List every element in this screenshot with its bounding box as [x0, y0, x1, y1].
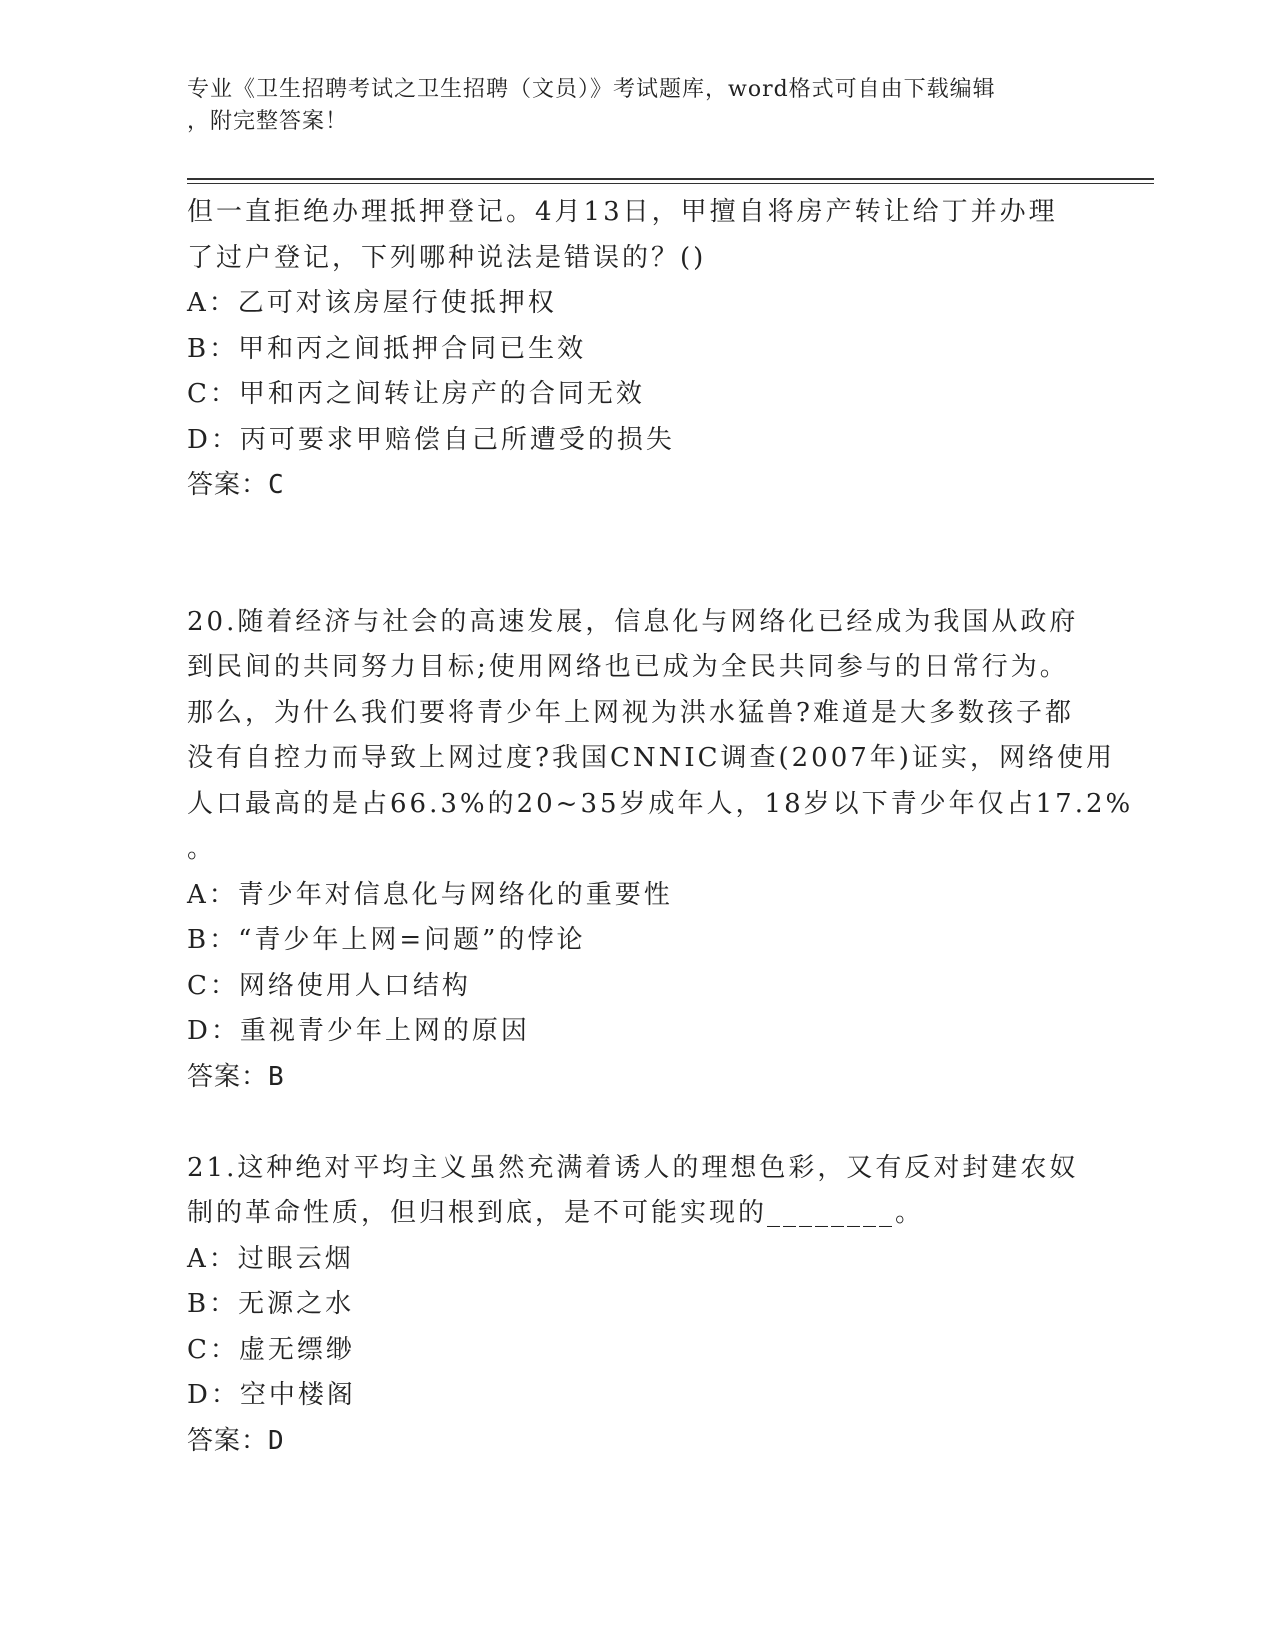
question-20	[187, 600, 1134, 1101]
option-a: A：乙可对该房屋行使抵押权	[187, 288, 557, 318]
document-header	[187, 74, 1067, 138]
option-c: C：网络使用人口结构	[187, 970, 471, 1001]
spacer	[187, 1100, 1087, 1146]
option-b: B：无源之水	[187, 1289, 355, 1319]
option-b: B：甲和丙之间抵押合同已生效	[187, 333, 587, 364]
spacer	[187, 509, 1087, 555]
question-19	[187, 190, 1087, 509]
question-stem-line: 了过户登记，下列哪种说法是错误的？()	[187, 242, 707, 273]
answer-label: 答案：C	[187, 470, 285, 500]
option-a: A：青少年对信息化与网络化的重要性	[187, 879, 673, 910]
header-divider	[187, 178, 1154, 184]
header-line-1: 专业《卫生招聘考试之卫生招聘（文员）》考试题库，word格式可自由下载编辑	[187, 77, 996, 102]
question-stem-line: 21.这种绝对平均主义虽然充满着诱人的理想色彩，又有反对封建农奴	[187, 1152, 1079, 1183]
question-content	[187, 190, 1134, 1464]
question-stem-line: 20.随着经济与社会的高速发展，信息化与网络化已经成为我国从政府	[187, 606, 1079, 637]
option-d: D：重视青少年上网的原因	[187, 1016, 530, 1046]
answer-label: 答案：D	[187, 1425, 285, 1456]
question-stem-line: 。	[187, 834, 217, 864]
question-stem-line: 到民间的共同努力目标;使用网络也已成为全民共同参与的日常行为。	[187, 652, 1069, 682]
answer-label: 答案：B	[187, 1061, 285, 1092]
option-c: C：甲和丙之间转让房产的合同无效	[187, 379, 645, 409]
question-stem-line: 没有自控力而导致上网过度?我国CNNIC调查(2007年)证实，网络使用	[187, 743, 1115, 773]
option-d: D：空中楼阁	[187, 1380, 356, 1410]
spacer	[187, 554, 1087, 600]
option-b: B：“青少年上网=问题”的悖论	[187, 925, 586, 955]
option-d: D：丙可要求甲赔偿自己所遭受的损失	[187, 424, 675, 455]
option-a: A：过眼云烟	[187, 1243, 354, 1274]
option-c: C：虚无缥缈	[187, 1334, 355, 1365]
question-21	[187, 1146, 1087, 1465]
question-stem-line: 人口最高的是占66.3%的20~35岁成年人，18岁以下青少年仅占17.2%	[187, 788, 1134, 819]
header-line-2: ，附完整答案！	[187, 109, 349, 134]
question-stem-line: 但一直拒绝办理抵押登记。4月13日，甲擅自将房产转让给丁并办理	[187, 197, 1058, 227]
question-stem-line: 那么，为什么我们要将青少年上网视为洪水猛兽?难道是大多数孩子都	[187, 697, 1074, 728]
question-stem-line: 制的革命性质，但归根到底，是不可能实现的________。	[187, 1198, 925, 1228]
